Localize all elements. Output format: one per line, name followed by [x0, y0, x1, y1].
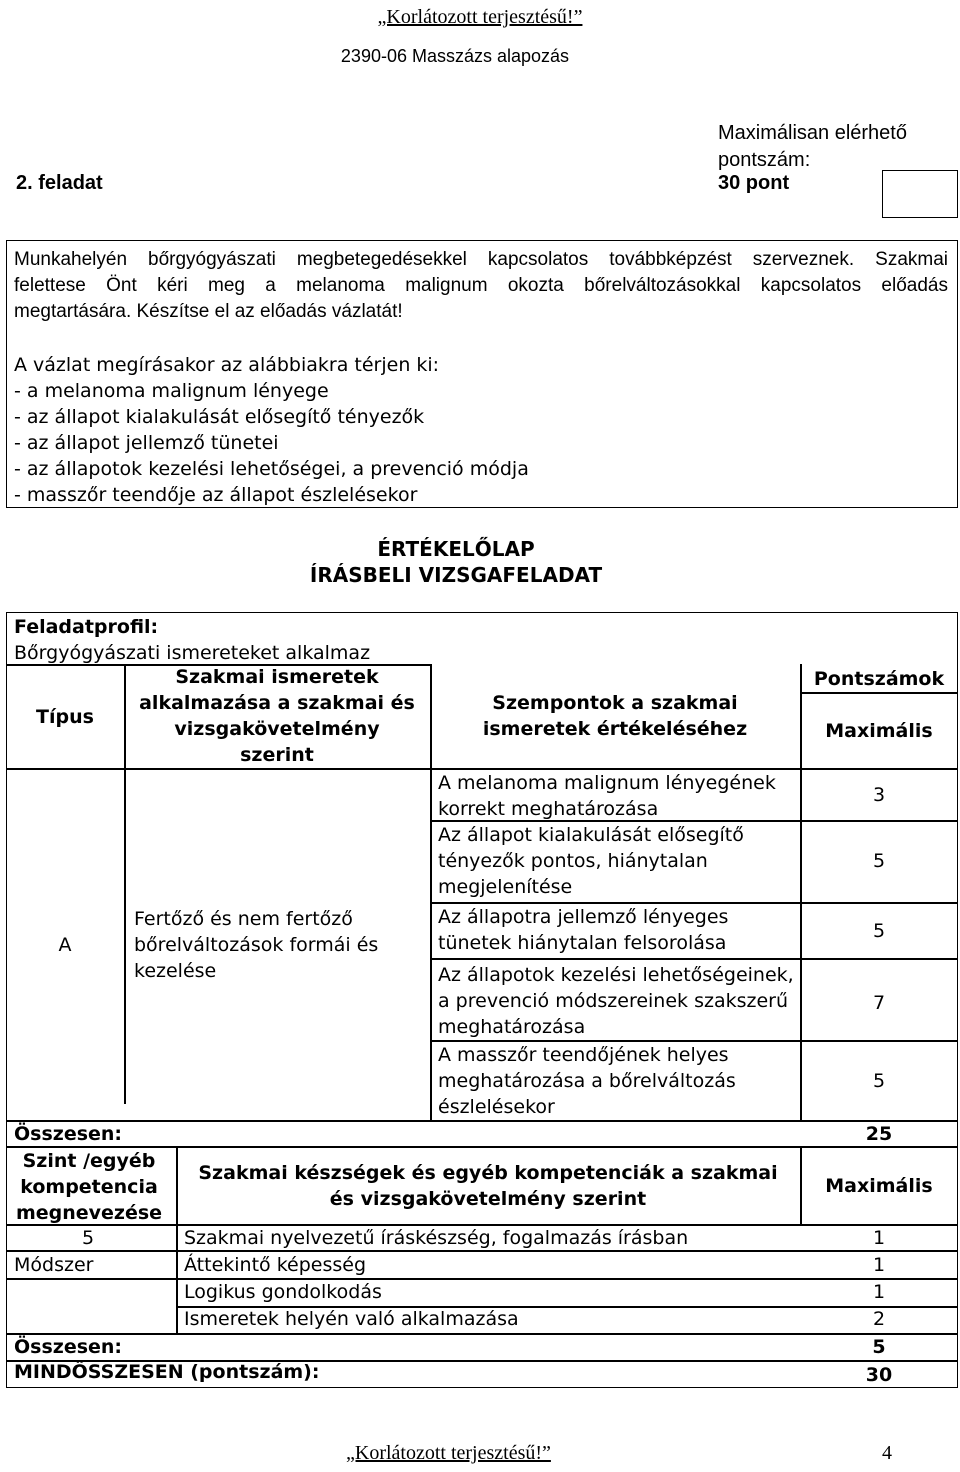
type-value: A [58, 934, 72, 956]
outline-item: - masszőr teendője az állapot észlelésekor [14, 484, 418, 506]
criterion-line: Az állapotok kezelési lehetőségeinek, [438, 964, 794, 986]
task-title: 2. feladat [16, 172, 103, 194]
criterion-line: megjelenítése [438, 876, 573, 898]
max-cell: 1 [872, 1227, 886, 1249]
header-line: szerint [240, 744, 314, 766]
task-intro [14, 247, 948, 325]
sheet-title [0, 536, 912, 588]
criterion-line: tünetek hiánytalan felsorolása [438, 932, 727, 954]
header-line: Szempontok a szakmai [492, 692, 738, 714]
col-header-competence [178, 1160, 798, 1212]
max-cell: 1 [872, 1281, 886, 1303]
module-title: 2390-06 Masszázs alapozás [340, 46, 570, 66]
header-line: Szakmai készségek és egyéb kompetenciák a szakmai [198, 1162, 778, 1184]
total-label-2: Összesen: [14, 1336, 123, 1358]
total-label: Összesen: [14, 1123, 123, 1145]
criterion-line: Az állapot kialakulását elősegítő [438, 824, 744, 846]
outline-item: - az állapot jellemző tünetei [14, 432, 279, 454]
outline-item: - az állapotok kezelési lehetőségei, a prevenció módja [14, 458, 529, 480]
criterion-row [438, 822, 744, 900]
level-cell: 5 [82, 1227, 95, 1249]
topic-line: kezelése [134, 960, 217, 982]
topic [134, 906, 424, 984]
criterion-line: Az állapotra jellemző lényeges [438, 906, 729, 928]
intro-line-1: Munkahelyén bőrgyógyászati megbetegedésekkel kapcsolatos továbbképzést szerveznek. Szakmai [14, 249, 948, 270]
grand-total-value: 30 [865, 1364, 893, 1386]
grand-total-label: MINDÖSSZESEN (pontszám): [14, 1361, 320, 1383]
header-line: ismeretek értékeléséhez [482, 718, 748, 740]
outline-list [14, 352, 529, 508]
criterion-max: 5 [872, 920, 886, 942]
intro-line-3: megtartására. Készítse el az előadás vázlatát! [14, 301, 403, 322]
criterion-line: A melanoma malignum lényegének [438, 772, 776, 794]
profile-label: Feladatprofil: [14, 616, 159, 638]
topic-line: bőrelváltozások formái és [134, 934, 379, 956]
header-line: alkalmazása a szakmai és [139, 692, 415, 714]
page-number: 4 [882, 1442, 892, 1464]
max-points-label [718, 120, 907, 174]
intro-line-2: felettese Önt kéri meg a melanoma malignum okozta bőrelváltozásokkal kapcsolatos előadás [14, 275, 948, 296]
sheet-title-1: ÉRTÉKELŐLAP [377, 537, 535, 561]
col-header-knowledge [124, 664, 430, 768]
topic-line: Fertőző és nem fertőző [134, 908, 353, 930]
level-cell: Módszer [14, 1254, 94, 1276]
header-line: vizsgakövetelmény [174, 718, 380, 740]
criterion-row [438, 962, 794, 1040]
max-label-line-2: pontszám: [718, 149, 811, 171]
header-line: Szakmai ismeretek [175, 666, 379, 688]
competence-cell: Áttekintő képesség [184, 1254, 367, 1276]
header-line: és vizsgakövetelmény szerint [329, 1188, 647, 1210]
criterion-max: 3 [872, 784, 886, 806]
total-value: 25 [865, 1123, 893, 1145]
restricted-header [0, 6, 960, 29]
col-header-points: Pontszámok [813, 668, 945, 690]
outline-title: A vázlat megírásakor az alábbiakra térjen ki: [14, 354, 440, 376]
restricted-notice: „Korlátozott terjesztésű!” [377, 6, 583, 28]
criterion-row [438, 770, 776, 822]
criterion-max: 7 [872, 992, 886, 1014]
criterion-line: meghatározása [438, 1016, 586, 1038]
criterion-row [438, 904, 728, 956]
criterion-line: tényezők pontos, hiánytalan [438, 850, 708, 872]
competence-cell: Szakmai nyelvezetű íráskészség, fogalmazás írásban [184, 1227, 689, 1249]
header-line: megnevezése [15, 1202, 163, 1224]
criterion-line: korrekt meghatározása [438, 798, 659, 820]
header-line: Szint /egyéb [22, 1150, 156, 1172]
total-value-2: 5 [872, 1336, 886, 1358]
criterion-max: 5 [872, 1070, 886, 1092]
profile-value: Bőrgyógyászati ismereteket alkalmaz [14, 642, 371, 664]
col-header-max-2: Maximális [825, 1175, 933, 1197]
sheet-title-2: ÍRÁSBELI VIZSGAFELADAT [309, 563, 603, 587]
criterion-line: észlelésekor [438, 1096, 555, 1118]
max-points-value: 30 pont [718, 172, 790, 194]
col-header-max: Maximális [825, 720, 933, 742]
criterion-line: A masszőr teendőjének helyes [438, 1044, 729, 1066]
max-cell: 2 [872, 1308, 886, 1330]
outline-item: - a melanoma malignum lényege [14, 380, 329, 402]
max-label-line-1: Maximálisan elérhető [718, 122, 907, 144]
col-header-level [6, 1148, 172, 1226]
criterion-max: 5 [872, 850, 886, 872]
criterion-line: a prevenció módszereinek szakszerű [438, 990, 789, 1012]
competence-cell: Ismeretek helyén való alkalmazása [184, 1308, 519, 1330]
competence-cell: Logikus gondolkodás [184, 1281, 382, 1303]
col-header-criteria [430, 690, 800, 742]
score-box[interactable] [882, 170, 958, 218]
criterion-line: meghatározása a bőrelváltozás [438, 1070, 736, 1092]
col-header-type: Típus [36, 706, 94, 728]
criterion-row [438, 1042, 736, 1120]
restricted-footer: „Korlátozott terjesztésű!” [346, 1442, 551, 1464]
outline-item: - az állapot kialakulását elősegítő tényezők [14, 406, 425, 428]
header-line: kompetencia [20, 1176, 158, 1198]
max-cell: 1 [872, 1254, 886, 1276]
